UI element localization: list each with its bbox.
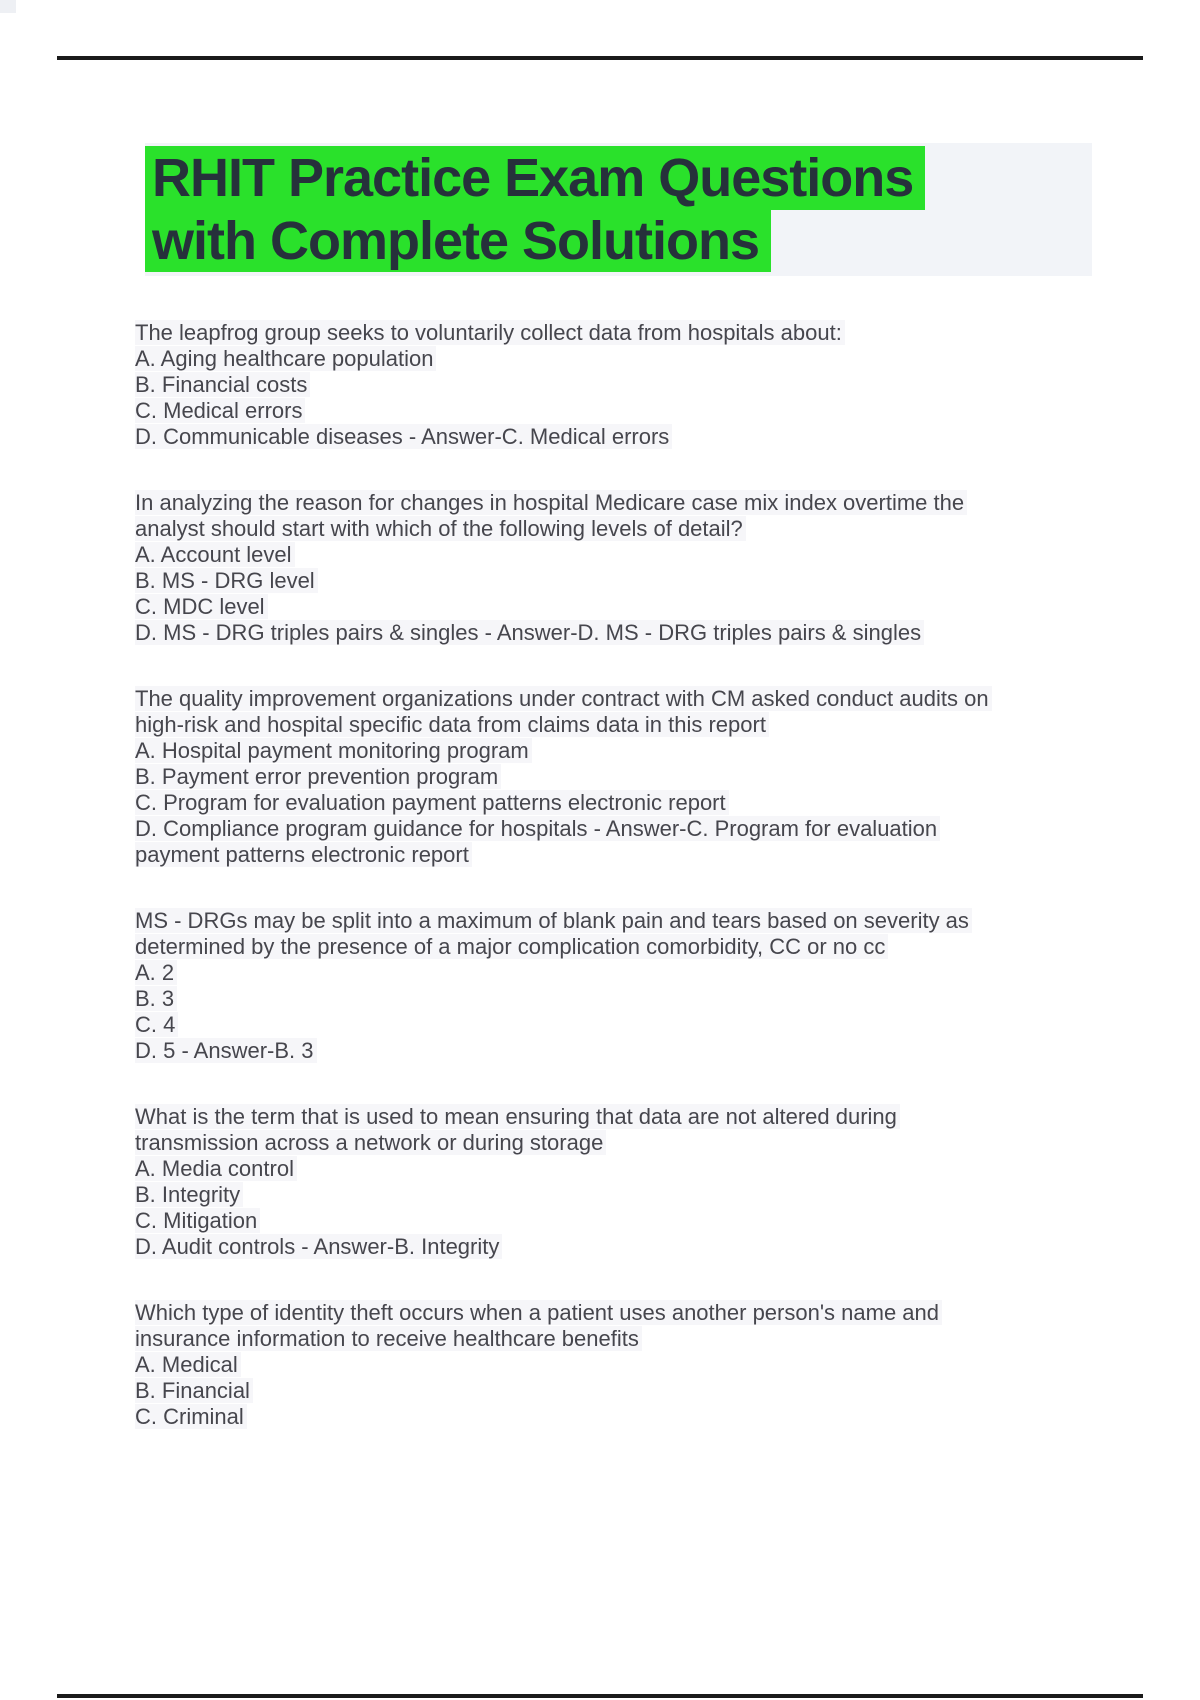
text-line-content: D. Compliance program guidance for hospitals - Answer-C. Program for evaluation (135, 816, 940, 841)
text-line (135, 542, 1145, 568)
text-line-content: A. Aging healthcare population (135, 346, 436, 371)
text-line-content: C. Mitigation (135, 1208, 260, 1233)
text-line (135, 764, 1145, 790)
text-line-content: A. Medical (135, 1352, 241, 1377)
text-line-content: What is the term that is used to mean ensuring that data are not altered during (135, 1104, 900, 1129)
text-line (135, 620, 1145, 646)
text-line (135, 686, 1145, 712)
text-line (135, 346, 1145, 372)
text-line (135, 594, 1145, 620)
text-line (135, 1234, 1145, 1260)
text-line (135, 424, 1145, 450)
question-block-3 (135, 686, 1145, 868)
text-line-content: D. Communicable diseases - Answer-C. Medical errors (135, 424, 672, 449)
text-line-content: C. Criminal (135, 1404, 247, 1429)
document-title-line-2 (145, 210, 1092, 272)
text-line-content: insurance information to receive healthcare benefits (135, 1326, 642, 1351)
text-line (135, 1300, 1145, 1326)
text-line-content: A. Hospital payment monitoring program (135, 738, 532, 763)
text-line (135, 1378, 1145, 1404)
questions-list (135, 320, 1145, 1470)
text-line (135, 320, 1145, 346)
text-line-content: Which type of identity theft occurs when a patient uses another person's name and (135, 1300, 942, 1325)
question-block-6 (135, 1300, 1145, 1430)
text-line-content: B. Financial costs (135, 372, 310, 397)
text-line (135, 372, 1145, 398)
text-line-content: D. Audit controls - Answer-B. Integrity (135, 1234, 502, 1259)
text-line (135, 986, 1145, 1012)
text-line-content: determined by the presence of a major complication comorbidity, CC or no cc (135, 934, 888, 959)
text-line-content: MS - DRGs may be split into a maximum of blank pain and tears based on severity as (135, 908, 972, 933)
document-title-line-1 (145, 146, 1092, 210)
text-line (135, 1326, 1145, 1352)
bottom-divider (57, 1694, 1143, 1698)
scan-corner-artifact (0, 0, 16, 13)
text-line-content: C. MDC level (135, 594, 268, 619)
text-line-content: B. Payment error prevention program (135, 764, 501, 789)
text-line (135, 790, 1145, 816)
question-block-5 (135, 1104, 1145, 1260)
text-line (135, 490, 1145, 516)
text-line (135, 816, 1145, 842)
text-line-content: The quality improvement organizations under contract with CM asked conduct audits on (135, 686, 992, 711)
text-line-content: B. 3 (135, 986, 177, 1011)
text-line-content: A. Media control (135, 1156, 297, 1181)
title-highlight-1: RHIT Practice Exam Questions (145, 146, 925, 210)
text-line (135, 1156, 1145, 1182)
question-block-4 (135, 908, 1145, 1064)
text-line (135, 842, 1145, 868)
text-line (135, 1104, 1145, 1130)
text-line-content: In analyzing the reason for changes in hospital Medicare case mix index overtime the (135, 490, 967, 515)
text-line (135, 1038, 1145, 1064)
text-line-content: B. Financial (135, 1378, 253, 1403)
text-line (135, 934, 1145, 960)
text-line-content: transmission across a network or during storage (135, 1130, 606, 1155)
text-line-content: analyst should start with which of the following levels of detail? (135, 516, 746, 541)
text-line (135, 1182, 1145, 1208)
text-line-content: D. 5 - Answer-B. 3 (135, 1038, 317, 1063)
title-highlight-2: with Complete Solutions (145, 210, 771, 272)
text-line-content: A. Account level (135, 542, 295, 567)
text-line-content: payment patterns electronic report (135, 842, 472, 867)
text-line (135, 712, 1145, 738)
text-line (135, 738, 1145, 764)
text-line (135, 960, 1145, 986)
question-block-1 (135, 320, 1145, 450)
text-line (135, 516, 1145, 542)
question-block-2 (135, 490, 1145, 646)
text-line (135, 1130, 1145, 1156)
top-divider (57, 56, 1143, 60)
text-line-content: high-risk and hospital specific data from claims data in this report (135, 712, 769, 737)
text-line-content: B. Integrity (135, 1182, 243, 1207)
text-line-content: C. 4 (135, 1012, 178, 1037)
text-line (135, 1404, 1145, 1430)
text-line (135, 398, 1145, 424)
text-line-content: C. Medical errors (135, 398, 305, 423)
text-line-content: The leapfrog group seeks to voluntarily collect data from hospitals about: (135, 320, 845, 345)
text-line (135, 1208, 1145, 1234)
text-line-content: D. MS - DRG triples pairs & singles - Answer-D. MS - DRG triples pairs & singles (135, 620, 924, 645)
text-line (135, 1352, 1145, 1378)
text-line-content: A. 2 (135, 960, 177, 985)
text-line-content: C. Program for evaluation payment patterns electronic report (135, 790, 729, 815)
text-line (135, 1012, 1145, 1038)
text-line (135, 908, 1145, 934)
text-line (135, 568, 1145, 594)
title-block (145, 143, 1092, 276)
text-line-content: B. MS - DRG level (135, 568, 318, 593)
